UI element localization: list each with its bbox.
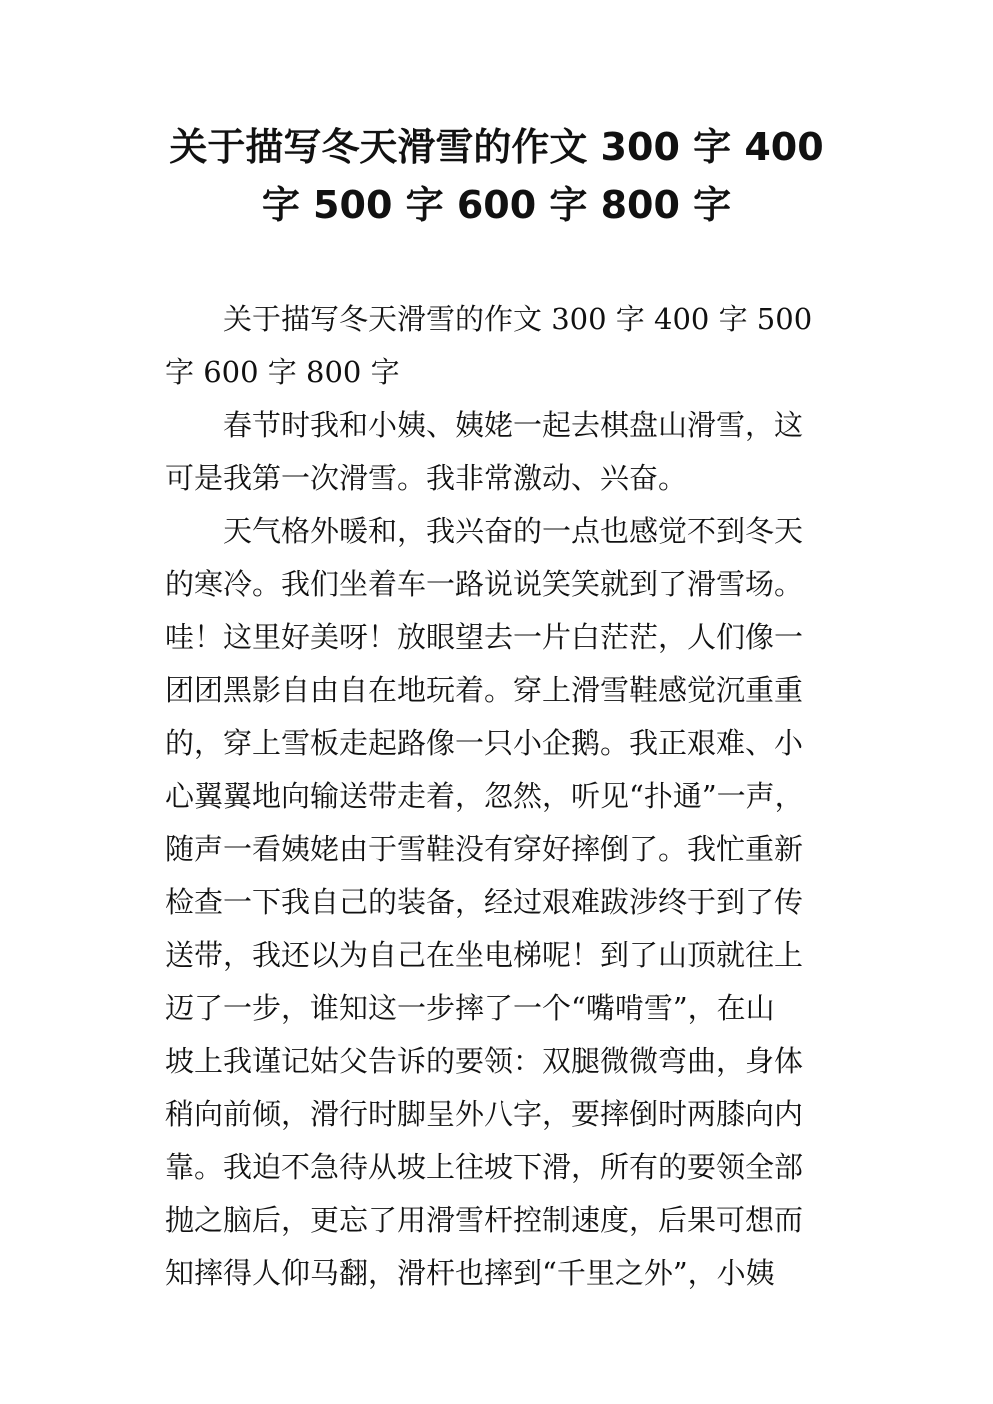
paragraph-line: 迈了一步，谁知这一步摔了一个“嘴啃雪”，在山 (165, 991, 775, 1025)
paragraph-line: 的寒冷。我们坐着车一路说说笑笑就到了滑雪场。 (165, 567, 804, 601)
paragraph-line: 检查一下我自己的装备，经过艰难跋涉终于到了传 (165, 885, 804, 919)
paragraph-line: 坡上我谨记姑父告诉的要领：双腿微微弯曲，身体 (165, 1044, 804, 1078)
paragraph-line: 的，穿上雪板走起路像一只小企鹅。我正艰难、小 (165, 726, 804, 760)
paragraph-heading-repeat (165, 293, 827, 399)
paragraph-line: 春节时我和小姨、姨姥一起去棋盘山滑雪，这 (223, 408, 804, 442)
title-line: 关于描写冬天滑雪的作文 300 字 400 (169, 125, 824, 169)
paragraph-line: 团团黑影自由自在地玩着。穿上滑雪鞋感觉沉重重 (165, 673, 804, 707)
document-title (120, 118, 873, 234)
paragraph-line: 稍向前倾，滑行时脚呈外八字，要摔倒时两膝向内 (165, 1097, 804, 1131)
title-line: 字 500 字 600 字 800 字 (261, 183, 732, 227)
paragraph-line: 知摔得人仰马翻，滑杆也摔到“千里之外”，小姨 (165, 1256, 775, 1290)
paragraph-line: 抛之脑后，更忘了用滑雪杆控制速度，后果可想而 (165, 1203, 804, 1237)
paragraph-line: 关于描写冬天滑雪的作文 300 字 400 字 500 (223, 302, 813, 336)
paragraph-line: 送带，我还以为自己在坐电梯呢！到了山顶就往上 (165, 938, 804, 972)
document-body (165, 293, 827, 1300)
paragraph-line: 靠。我迫不急待从坡上往坡下滑，所有的要领全部 (165, 1150, 804, 1184)
paragraph-line: 随声一看姨姥由于雪鞋没有穿好摔倒了。我忙重新 (165, 832, 804, 866)
paragraph-line: 字 600 字 800 字 (165, 355, 400, 389)
paragraph-line: 天气格外暖和，我兴奋的一点也感觉不到冬天 (223, 514, 804, 548)
paragraph-line: 心翼翼地向输送带走着，忽然，听见“扑通”一声， (165, 779, 804, 813)
paragraph-line: 哇！这里好美呀！放眼望去一片白茫茫，人们像一 (165, 620, 804, 654)
paragraph-intro (165, 399, 827, 505)
paragraph-line: 可是我第一次滑雪。我非常激动、兴奋。 (165, 461, 688, 495)
paragraph-story (165, 505, 827, 1300)
